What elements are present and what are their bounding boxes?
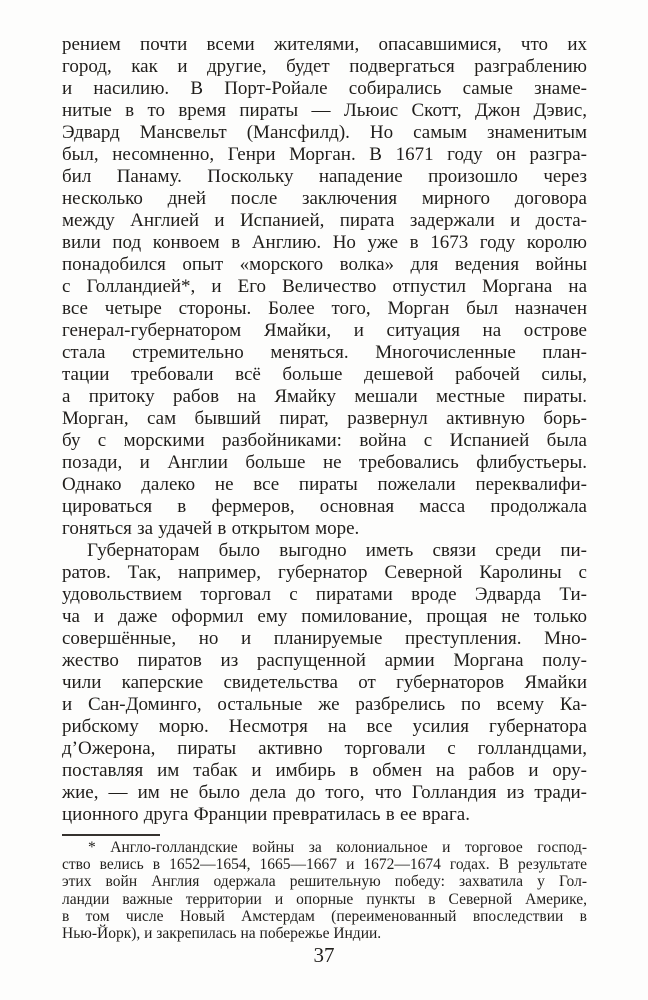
text-line: Эдвард Мансвельт (Мансфилд). Но самым знаменитым	[62, 122, 587, 143]
text-line: стала стремительно меняться. Многочисленные план-	[62, 342, 587, 363]
footnote-line: Нью-Йорк), и закрепилась на побережье Индии.	[62, 925, 382, 943]
text-line: Однако далеко не все пираты пожелали переквалифи-	[62, 474, 587, 495]
text-line: поставляя им табак и имбирь в обмен на рабов и ору-	[62, 760, 587, 781]
text-line: бил Панаму. Поскольку нападение произошло через	[62, 166, 587, 187]
text-line: вили под конвоем в Англию. Но уже в 1673 году королю	[62, 232, 587, 253]
text-line: позади, и Англии больше не требовались флибустьеры.	[62, 452, 587, 473]
text-line: Губернаторам было выгодно иметь связи среди пи-	[87, 540, 587, 561]
text-line: и Сан-Доминго, остальные же разбрелись по всему Ка-	[62, 694, 587, 715]
footnote-line: ландии важные территории и опорные пункты в Северной Америке,	[62, 890, 587, 908]
footnote-line: в том числе Новый Амстердам (переименованный впоследствии в	[62, 907, 587, 925]
text-line: жество пиратов из распущенной армии Моргана полу-	[62, 650, 587, 671]
text-line: ратов. Так, например, губернатор Северной Каролины с	[62, 562, 587, 583]
text-line: Морган, сам бывший пират, развернул активную борь-	[62, 408, 587, 429]
text-line: тации требовали всё больше дешевой рабочей силы,	[62, 364, 587, 385]
text-line: гоняться за удачей в открытом море.	[62, 518, 360, 539]
text-line: ча и даже оформил ему помилование, прощая не только	[62, 606, 587, 627]
text-line: несколько дней после заключения мирного договора	[62, 188, 587, 209]
text-line: город, как и другие, будет подвергаться разграблению	[62, 56, 587, 77]
footnote-line: * Англо-голландские войны за колониальное и торговое господ-	[88, 839, 587, 856]
text-line: совершённые, но и планируемые преступления. Мно-	[62, 628, 587, 649]
text-line: рибскому морю. Несмотря на все усилия губернатора	[62, 716, 587, 737]
text-line: ционного друга Франции превратилась в ее врага.	[62, 804, 470, 825]
footnote-line: этих войн Англия одержала решительную победу: захватила у Гол-	[62, 873, 587, 891]
text-line: был, несомненно, Генри Морган. В 1671 году он разгра-	[62, 144, 587, 165]
text-line: с Голландией*, и Его Величество отпустил Моргана на	[62, 276, 587, 297]
footnote-block	[62, 839, 587, 942]
text-line: между Англией и Испанией, пирата задержали и доста-	[62, 210, 587, 231]
text-line: бу с морскими разбойниками: война с Испанией была	[62, 430, 587, 451]
main-text-block	[62, 34, 587, 826]
text-line: все четыре стороны. Более того, Морган был назначен	[62, 298, 587, 319]
text-line: нитые в то время пираты — Льюис Скотт, Джон Дэвис,	[62, 100, 587, 121]
text-line: генерал-губернатором Ямайки, и ситуация на острове	[62, 320, 587, 341]
text-line: д’Ожерона, пираты активно торговали с голландцами,	[62, 738, 587, 759]
text-line: и насилию. В Порт-Ройале собирались самые знаме-	[62, 78, 587, 99]
text-line: жие, — им не было дела до того, что Голландия из тради-	[62, 782, 587, 803]
page-number: 37	[313, 943, 335, 967]
footnote-line: ство велись в 1652—1654, 1665—1667 и 1672—1674 годах. В результате	[62, 856, 587, 874]
text-line: а притоку рабов на Ямайку мешали местные пираты.	[62, 386, 587, 407]
footnote-separator	[62, 834, 160, 836]
text-line: понадобился опыт «морского волка» для ведения войны	[62, 254, 587, 275]
text-line: удовольствием торговал с пиратами вроде Эдварда Ти-	[62, 584, 587, 605]
text-line: цироваться в фермеров, основная масса продолжала	[62, 496, 587, 517]
text-line: рением почти всеми жителями, опасавшимися, что их	[62, 34, 587, 55]
text-line: чили каперские свидетельства от губернаторов Ямайки	[62, 672, 587, 693]
